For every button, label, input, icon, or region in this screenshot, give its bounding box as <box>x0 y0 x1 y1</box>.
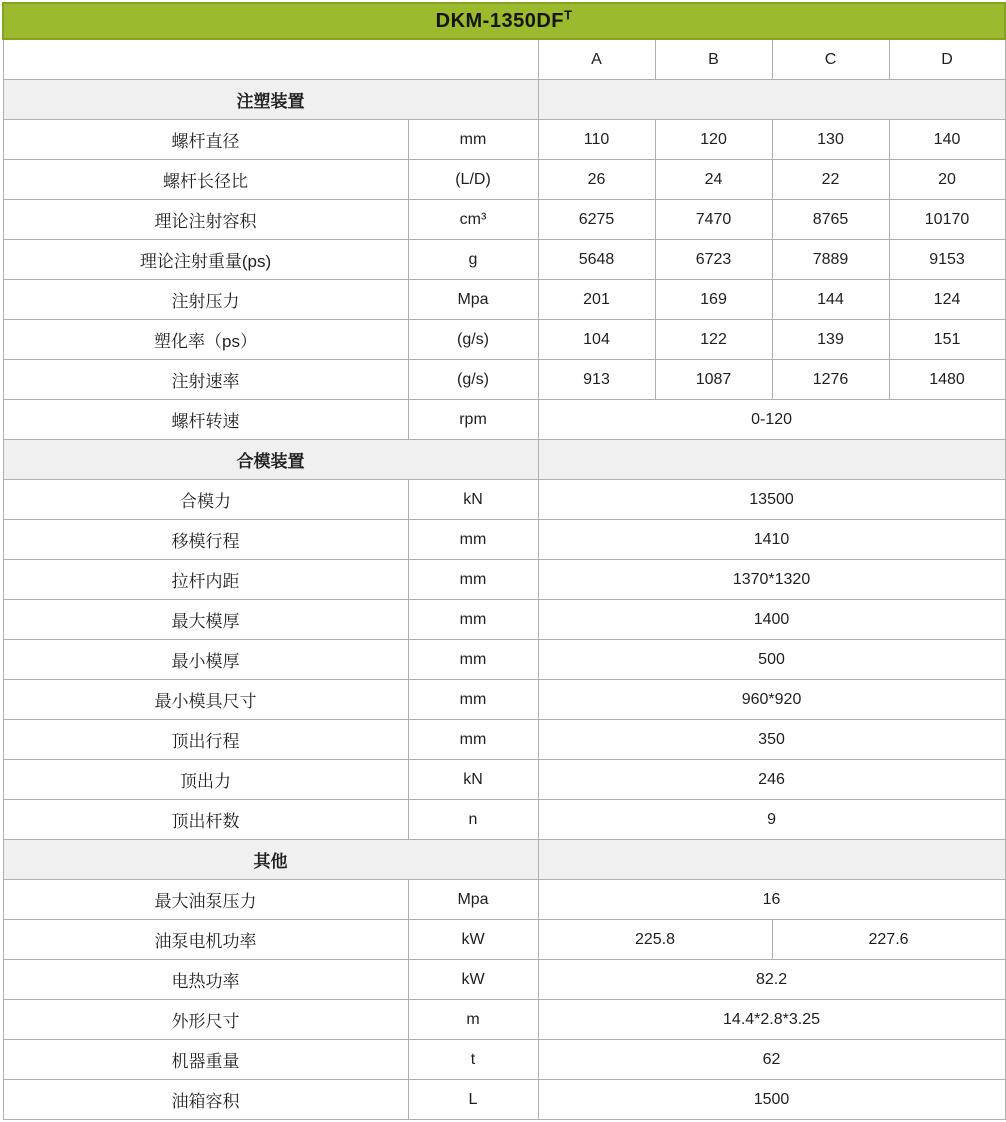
row-value-a: 104 <box>538 320 655 360</box>
column-header-c: C <box>772 39 889 80</box>
row-unit: g <box>408 240 538 280</box>
row-value-c: 144 <box>772 280 889 320</box>
row-value-a: 913 <box>538 360 655 400</box>
row-label: 油泵电机功率 <box>3 920 408 960</box>
row-value-b: 7470 <box>655 200 772 240</box>
row-value-span: 0-120 <box>538 400 1005 440</box>
model-superscript: T <box>563 6 573 22</box>
row-unit: t <box>408 1040 538 1080</box>
section-header-filler <box>538 80 1005 120</box>
row-value-c: 8765 <box>772 200 889 240</box>
row-value-span: 82.2 <box>538 960 1005 1000</box>
row-label: 顶出力 <box>3 760 408 800</box>
row-value-span: 1370*1320 <box>538 560 1005 600</box>
row-label: 电热功率 <box>3 960 408 1000</box>
spec-table <box>2 2 1006 1120</box>
spec-row <box>3 1080 1005 1120</box>
row-value-b: 122 <box>655 320 772 360</box>
spec-row <box>3 800 1005 840</box>
row-label: 注射速率 <box>3 360 408 400</box>
row-label: 理论注射重量(ps) <box>3 240 408 280</box>
row-unit: kN <box>408 480 538 520</box>
row-label: 油箱容积 <box>3 1080 408 1120</box>
row-label: 注射压力 <box>3 280 408 320</box>
row-unit: (g/s) <box>408 320 538 360</box>
column-header-empty <box>3 39 538 80</box>
row-value-c: 1276 <box>772 360 889 400</box>
row-label: 最大油泵压力 <box>3 880 408 920</box>
spec-row <box>3 240 1005 280</box>
row-value-c: 7889 <box>772 240 889 280</box>
row-label: 螺杆转速 <box>3 400 408 440</box>
row-value-span: 13500 <box>538 480 1005 520</box>
column-header-d: D <box>889 39 1005 80</box>
row-unit: mm <box>408 600 538 640</box>
section-title: 其他 <box>3 840 538 880</box>
row-unit: mm <box>408 560 538 600</box>
page-title <box>3 3 1005 39</box>
column-header-a: A <box>538 39 655 80</box>
row-unit: m <box>408 1000 538 1040</box>
row-unit: Mpa <box>408 280 538 320</box>
row-label: 最小模具尺寸 <box>3 680 408 720</box>
row-value-a: 5648 <box>538 240 655 280</box>
section-header-filler <box>538 840 1005 880</box>
row-label: 合模力 <box>3 480 408 520</box>
row-value-d: 20 <box>889 160 1005 200</box>
row-unit: L <box>408 1080 538 1120</box>
column-header-row <box>3 39 1005 80</box>
row-value-span: 500 <box>538 640 1005 680</box>
spec-row <box>3 600 1005 640</box>
row-value-span: 14.4*2.8*3.25 <box>538 1000 1005 1040</box>
spec-row <box>3 520 1005 560</box>
spec-row <box>3 560 1005 600</box>
row-label: 机器重量 <box>3 1040 408 1080</box>
row-value-d: 9153 <box>889 240 1005 280</box>
spec-row <box>3 920 1005 960</box>
row-value-span: 16 <box>538 880 1005 920</box>
spec-row <box>3 400 1005 440</box>
row-label: 顶出行程 <box>3 720 408 760</box>
row-value-span: 9 <box>538 800 1005 840</box>
row-value-b: 6723 <box>655 240 772 280</box>
spec-row <box>3 880 1005 920</box>
row-value-b: 169 <box>655 280 772 320</box>
spec-row <box>3 680 1005 720</box>
row-label: 螺杆直径 <box>3 120 408 160</box>
row-value-a: 201 <box>538 280 655 320</box>
row-value-d: 140 <box>889 120 1005 160</box>
row-value-span: 1410 <box>538 520 1005 560</box>
spec-row <box>3 720 1005 760</box>
title-row <box>3 3 1005 39</box>
row-label: 塑化率（ps） <box>3 320 408 360</box>
row-unit: Mpa <box>408 880 538 920</box>
row-value-c: 130 <box>772 120 889 160</box>
row-unit: rpm <box>408 400 538 440</box>
spec-row <box>3 480 1005 520</box>
model-name: DKM-1350DF <box>435 9 564 32</box>
spec-row <box>3 960 1005 1000</box>
row-label: 最小模厚 <box>3 640 408 680</box>
spec-row <box>3 320 1005 360</box>
row-value-span: 62 <box>538 1040 1005 1080</box>
row-label: 螺杆长径比 <box>3 160 408 200</box>
row-label: 理论注射容积 <box>3 200 408 240</box>
row-unit: mm <box>408 520 538 560</box>
column-header-b: B <box>655 39 772 80</box>
spec-row <box>3 640 1005 680</box>
row-value-span: 1500 <box>538 1080 1005 1120</box>
row-value-b: 24 <box>655 160 772 200</box>
spec-row <box>3 360 1005 400</box>
spec-row <box>3 160 1005 200</box>
row-value-d: 1480 <box>889 360 1005 400</box>
row-value-span: 1400 <box>538 600 1005 640</box>
row-value-cd: 227.6 <box>772 920 1005 960</box>
row-value-b: 120 <box>655 120 772 160</box>
row-label: 外形尺寸 <box>3 1000 408 1040</box>
row-label: 移模行程 <box>3 520 408 560</box>
spec-row <box>3 1000 1005 1040</box>
row-unit: mm <box>408 120 538 160</box>
row-value-c: 139 <box>772 320 889 360</box>
row-unit: (L/D) <box>408 160 538 200</box>
section-header-filler <box>538 440 1005 480</box>
row-label: 顶出杆数 <box>3 800 408 840</box>
section-title: 注塑装置 <box>3 80 538 120</box>
section-header-injection <box>3 80 1005 120</box>
row-value-a: 26 <box>538 160 655 200</box>
spec-row <box>3 200 1005 240</box>
row-value-a: 6275 <box>538 200 655 240</box>
row-value-span: 350 <box>538 720 1005 760</box>
row-unit: n <box>408 800 538 840</box>
row-unit: mm <box>408 680 538 720</box>
row-value-b: 1087 <box>655 360 772 400</box>
spec-row <box>3 280 1005 320</box>
spec-row <box>3 120 1005 160</box>
row-value-ab: 225.8 <box>538 920 772 960</box>
row-unit: mm <box>408 720 538 760</box>
row-unit: kW <box>408 920 538 960</box>
row-unit: cm³ <box>408 200 538 240</box>
row-unit: kW <box>408 960 538 1000</box>
row-value-a: 110 <box>538 120 655 160</box>
row-label: 最大模厚 <box>3 600 408 640</box>
row-value-d: 10170 <box>889 200 1005 240</box>
section-title: 合模装置 <box>3 440 538 480</box>
row-unit: kN <box>408 760 538 800</box>
row-value-span: 960*920 <box>538 680 1005 720</box>
row-unit: (g/s) <box>408 360 538 400</box>
spec-row <box>3 760 1005 800</box>
section-header-other <box>3 840 1005 880</box>
section-header-clamping <box>3 440 1005 480</box>
row-value-d: 124 <box>889 280 1005 320</box>
row-value-c: 22 <box>772 160 889 200</box>
row-label: 拉杆内距 <box>3 560 408 600</box>
row-unit: mm <box>408 640 538 680</box>
row-value-d: 151 <box>889 320 1005 360</box>
spec-row <box>3 1040 1005 1080</box>
row-value-span: 246 <box>538 760 1005 800</box>
